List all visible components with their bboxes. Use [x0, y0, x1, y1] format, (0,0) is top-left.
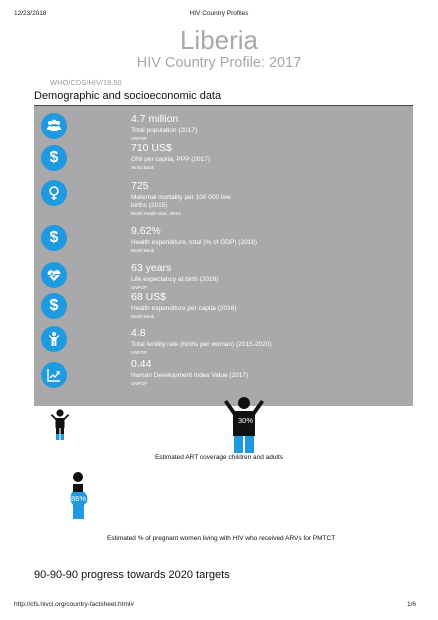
child-icon: [41, 326, 67, 352]
trend-chart-icon: [41, 362, 67, 388]
pmtct-percent: 86%: [71, 494, 87, 503]
stat-gni: 710 US$ GNI per capita, PPP (2017) World Bank: [131, 142, 211, 170]
dollar-icon: $: [41, 145, 67, 171]
document-id: WHO/CDS/HIV/18.50: [50, 78, 122, 87]
demographic-panel: [34, 106, 413, 406]
female-icon: [41, 180, 67, 206]
section-title-progress: 90-90-90 progress towards 2020 targets: [34, 569, 230, 581]
art-adult-percent: 30%: [238, 416, 254, 425]
stat-maternal-mortality: 725 Maternal mortality per 100 000 live births (2015) World Health Stat., WHO: [131, 180, 231, 216]
adult-figure-icon: [222, 396, 266, 454]
stat-fertility-rate: 4.8 Total fertility rate (births per woman) (2015-2020) UNPOP: [131, 327, 272, 355]
stat-life-expectancy: 63 years Life expectancy at birth (2016) UNPOP: [131, 262, 219, 290]
stat-health-expenditure-capita: 68 US$ Health expenditure per capita (2016) World Bank: [131, 291, 237, 319]
stat-population: 4.7 million Total population (2017) UNPOP: [131, 113, 198, 141]
stat-health-expenditure-gdp: 9.62% Health expenditure, total (% of GDP) (2016) World Bank: [131, 225, 258, 253]
print-date: 12/23/2018: [14, 10, 47, 17]
pmtct-caption: Estimated % of pregnant women living with HIV who received ARVs for PMTCT: [107, 535, 336, 542]
heartbeat-icon: [41, 262, 67, 288]
country-title: Liberia: [179, 25, 259, 55]
stat-hdi: 0.44 Human Development Index Value (2017) UNPOP: [131, 358, 249, 386]
child-figure-icon: [50, 408, 70, 442]
page-number: 1/6: [406, 601, 416, 608]
print-header-title: HIV Country Profiles: [189, 10, 249, 17]
profile-subtitle: HIV Country Profile: 2017: [136, 55, 302, 71]
footer-url[interactable]: http://cfs.hivci.org/country-factsheet.html#: [14, 601, 134, 608]
dollar-icon: $: [41, 293, 67, 319]
dollar-icon: $: [41, 225, 67, 251]
art-coverage-caption: Estimated ART coverage children and adults: [155, 454, 284, 461]
section-title-demographic: Demographic and socioeconomic data: [34, 90, 222, 102]
people-icon: [41, 113, 67, 139]
